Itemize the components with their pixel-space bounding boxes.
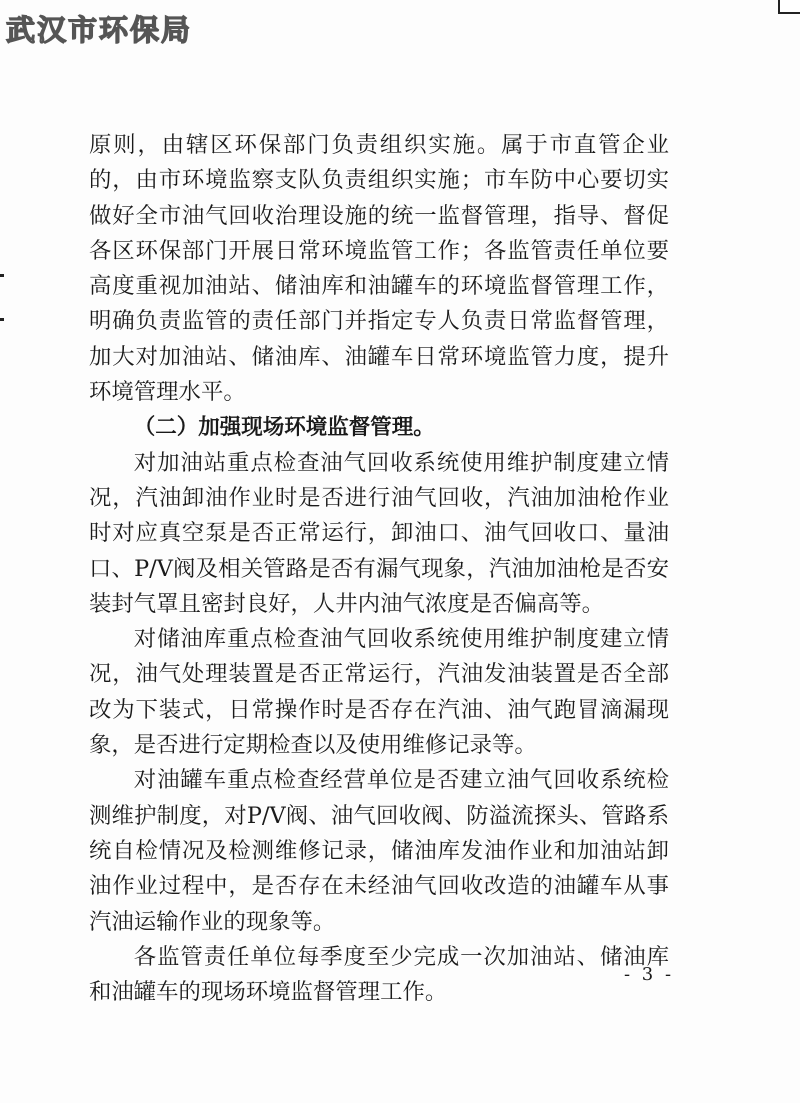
binding-mark	[0, 274, 4, 277]
page-number: - 3 -	[624, 964, 675, 985]
corner-scan-mark	[778, 0, 800, 14]
paragraph-tanker: 对油罐车重点检查经营单位是否建立油气回收系统检测维护制度，对P/V阀、油气回收阀、防溢流探头、管路系统自检情况及检测维修记录，储油库发油作业和加油站卸油作业过程中，是否存在未经油气回收改造的油罐车从事汽油运输作业的现象等。	[89, 767, 669, 935]
document-body	[89, 128, 669, 1010]
binding-mark	[0, 318, 4, 321]
paragraph-quarterly: 各监管责任单位每季度至少完成一次加油站、储油库和油罐车的现场环境监督管理工作。	[89, 943, 669, 1006]
paragraph-gas-station: 对加油站重点检查油气回收系统使用维护制度建立情况，汽油卸油作业时是否进行油气回收，汽油加油枪作业时对应真空泵是否正常运行，卸油口、油气回收口、量油口、P/V阀及相关管路是否有漏气现象，汽油加油枪是否安装封气罩且密封良好，人井内油气浓度是否偏高等。	[89, 449, 669, 617]
paragraph-continuation: 原则，由辖区环保部门负责组织实施。属于市直管企业的，由市环境监察支队负责组织实施；市车防中心要切实做好全市油气回收治理设施的统一监督管理，指导、督促各区环保部门开展日常环境监管工作；各监管责任单位要高度重视加油站、储油库和油罐车的环境监督管理工作，明确负责监管的责任部门并指定专人负责日常监督管理，加大对加油站、储油库、油罐车日常环境监管力度，提升环境管理水平。	[89, 132, 669, 406]
watermark-stamp: 武汉市环保局	[6, 13, 193, 47]
paragraph-oil-depot: 对储油库重点检查油气回收系统使用维护制度建立情况，油气处理装置是否正常运行，汽油发油装置是否全部改为下装式，日常操作时是否存在汽油、油气跑冒滴漏现象，是否进行定期检查以及使用维修记录等。	[89, 626, 669, 759]
section-heading: （二）加强现场环境监督管理。	[133, 415, 435, 441]
